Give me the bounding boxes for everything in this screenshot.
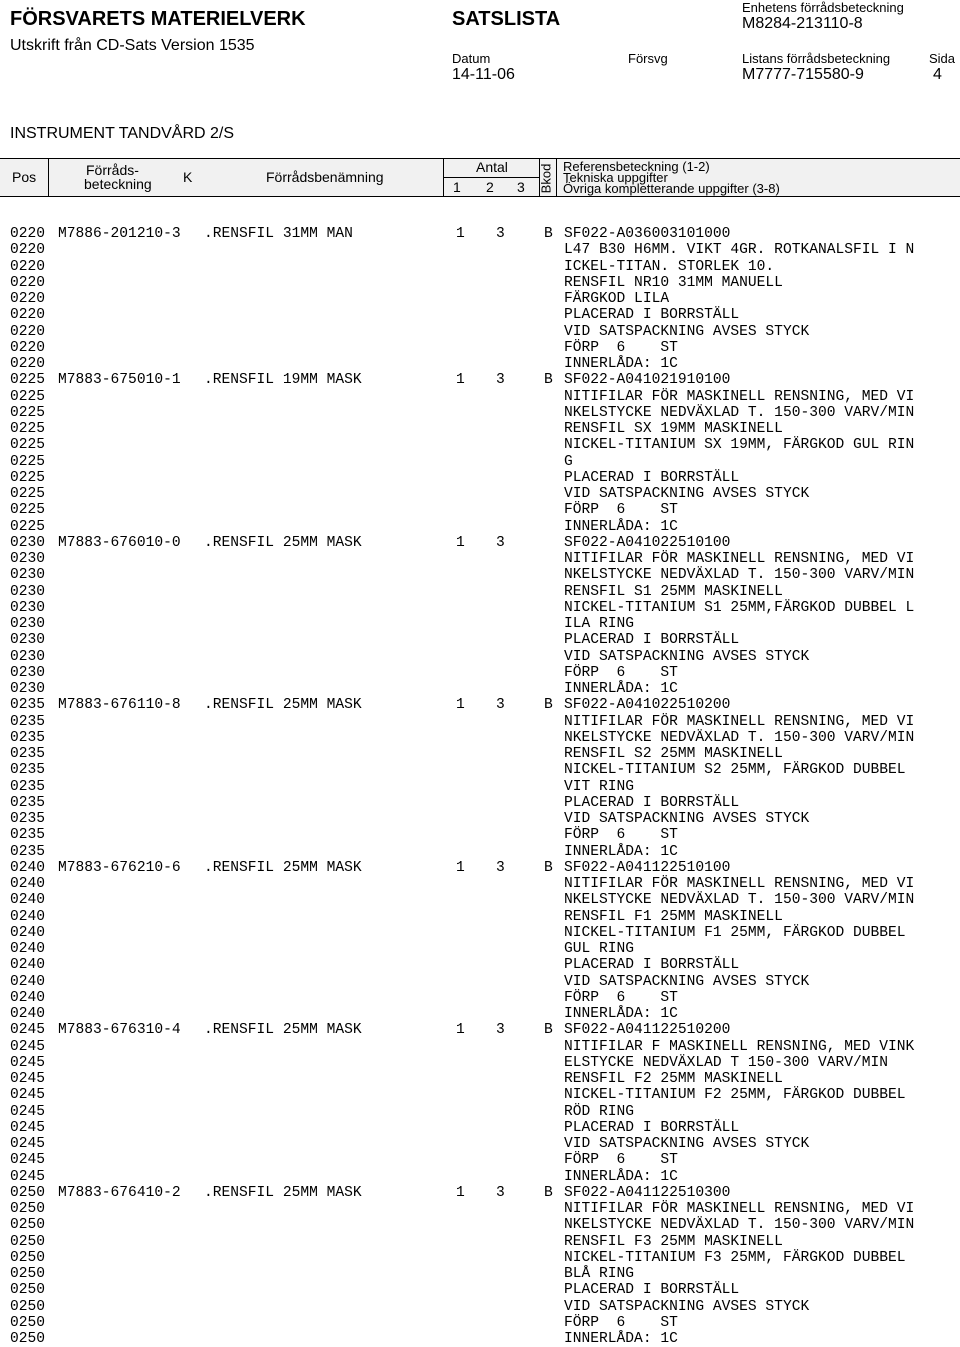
- row-pos: 0220: [10, 274, 46, 291]
- row-reference: INNERLÅDA: 1C: [564, 518, 678, 535]
- row-qty-1: 1: [456, 1022, 465, 1039]
- row-reference: NITIFILAR F MASKINELL RENSNING, MED VINK: [564, 1038, 915, 1055]
- row-pos: 0235: [10, 843, 46, 860]
- list-item: [0, 437, 960, 453]
- row-reference: PLACERAD I BORRSTÄLL: [564, 469, 740, 486]
- row-reference: PLACERAD I BORRSTÄLL: [564, 632, 740, 649]
- row-pos: 0250: [10, 1201, 46, 1217]
- row-reference: INNERLÅDA: 1C: [564, 1331, 678, 1347]
- row-pos: 0230: [10, 681, 46, 697]
- row-qty-3: 3: [496, 859, 505, 876]
- row-reference: NITIFILAR FÖR MASKINELL RENSNING, MED VI: [564, 876, 915, 892]
- row-bkod: B: [544, 372, 553, 389]
- forsvg-label: Försvg: [628, 51, 668, 66]
- row-designation: M7883-676010-0: [58, 534, 181, 551]
- row-qty-3: 3: [496, 697, 505, 714]
- list-item: [0, 1250, 960, 1266]
- list-item: [0, 827, 960, 843]
- row-reference: NKELSTYCKE NEDVÄXLAD T. 150-300 VARV/MIN: [564, 1217, 915, 1234]
- row-qty-1: 1: [456, 697, 465, 714]
- row-qty-1: 1: [456, 534, 465, 551]
- row-bkod: B: [544, 859, 553, 876]
- row-pos: 0245: [10, 1152, 46, 1169]
- row-pos: 0225: [10, 404, 46, 421]
- unit-designation-value: M8284-213110-8: [742, 15, 863, 32]
- row-designation: M7883-676310-4: [58, 1022, 181, 1039]
- row-pos: 0240: [10, 924, 46, 941]
- row-designation: M7883-675010-1: [58, 372, 181, 389]
- col-ref-3: Övriga kompletterande uppgifter (3-8): [563, 181, 780, 196]
- list-item: [0, 616, 960, 632]
- row-reference: FÖRP 6 ST: [564, 502, 678, 519]
- row-reference: VID SATSPACKNING AVSES STYCK: [564, 486, 810, 502]
- row-qty-3: 3: [496, 226, 505, 242]
- row-pos: 0250: [10, 1282, 46, 1299]
- divider: [48, 159, 49, 196]
- row-qty-1: 1: [456, 859, 465, 876]
- row-pos: 0245: [10, 1022, 46, 1039]
- row-reference: RENSFIL F2 25MM MASKINELL: [564, 1071, 783, 1087]
- row-reference: FÖRP 6 ST: [564, 989, 678, 1006]
- row-pos: 0230: [10, 648, 46, 665]
- row-reference: INNERLÅDA: 1C: [564, 1006, 678, 1022]
- list-item: [0, 1152, 960, 1168]
- row-reference: NICKEL-TITANIUM F3 25MM, FÄRGKOD DUBBEL: [564, 1249, 906, 1266]
- list-item: [0, 1282, 960, 1298]
- row-pos: 0240: [10, 876, 46, 892]
- row-pos: 0240: [10, 908, 46, 925]
- row-pos: 0240: [10, 941, 46, 957]
- page-number: 4: [933, 66, 942, 83]
- row-reference: PLACERAD I BORRSTÄLL: [564, 794, 740, 811]
- col-qty-1: 1: [453, 179, 461, 195]
- list-item: [0, 1006, 960, 1022]
- row-name: .RENSFIL 31MM MAN: [204, 226, 353, 242]
- row-qty-1: 1: [456, 1184, 465, 1201]
- row-reference: ILA RING: [564, 616, 635, 632]
- list-item: [0, 600, 960, 616]
- row-name: .RENSFIL 25MM MASK: [204, 859, 362, 876]
- row-pos: 0230: [10, 664, 46, 681]
- row-reference: NKELSTYCKE NEDVÄXLAD T. 150-300 VARV/MIN: [564, 729, 915, 746]
- list-item: [0, 519, 960, 535]
- row-reference: INNERLÅDA: 1C: [564, 1168, 678, 1185]
- printout-info: Utskrift från CD-Sats Version 1535: [10, 37, 255, 54]
- list-item: [0, 876, 960, 892]
- row-reference: SF022-A041122510200: [564, 1022, 731, 1039]
- row-reference: FÖRP 6 ST: [564, 827, 678, 844]
- row-pos: 0225: [10, 502, 46, 519]
- list-item: [0, 1266, 960, 1282]
- row-pos: 0250: [10, 1217, 46, 1234]
- unit-designation-label: Enhetens förrådsbeteckning: [742, 0, 904, 15]
- row-reference: RENSFIL S2 25MM MASKINELL: [564, 746, 783, 762]
- row-reference: NICKEL-TITANIUM F2 25MM, FÄRGKOD DUBBEL: [564, 1087, 906, 1104]
- list-item: [0, 665, 960, 681]
- row-pos: 0220: [10, 291, 46, 307]
- row-pos: 0235: [10, 762, 46, 779]
- list-item: [0, 632, 960, 648]
- row-pos: 0240: [10, 892, 46, 909]
- list-item: [0, 1039, 960, 1055]
- list-item: [0, 1120, 960, 1136]
- row-reference: INNERLÅDA: 1C: [564, 843, 678, 860]
- list-item: [0, 567, 960, 583]
- document-title: SATSLISTA: [452, 8, 561, 30]
- list-item: [0, 860, 960, 876]
- row-reference: G: [564, 453, 573, 470]
- row-pos: 0245: [10, 1038, 46, 1055]
- col-ref-1: Referensbeteckning (1-2): [563, 159, 710, 174]
- list-item: [0, 697, 960, 713]
- row-reference: VIT RING: [564, 778, 635, 795]
- row-name: .RENSFIL 25MM MASK: [204, 534, 362, 551]
- row-pos: 0225: [10, 437, 46, 454]
- list-item: [0, 1234, 960, 1250]
- page-label: Sida: [929, 51, 956, 66]
- row-reference: NITIFILAR FÖR MASKINELL RENSNING, MED VI: [564, 551, 915, 567]
- list-item: [0, 405, 960, 421]
- row-pos: 0240: [10, 989, 46, 1006]
- row-pos: 0245: [10, 1119, 46, 1136]
- row-pos: 0245: [10, 1136, 46, 1152]
- row-pos: 0230: [10, 583, 46, 600]
- row-reference: VID SATSPACKNING AVSES STYCK: [564, 1136, 810, 1152]
- row-reference: VID SATSPACKNING AVSES STYCK: [564, 648, 810, 665]
- row-reference: NITIFILAR FÖR MASKINELL RENSNING, MED VI: [564, 1201, 915, 1217]
- row-reference: SF022-A041122510300: [564, 1184, 731, 1201]
- row-reference: VID SATSPACKNING AVSES STYCK: [564, 323, 810, 340]
- row-pos: 0250: [10, 1298, 46, 1315]
- row-bkod: B: [544, 226, 553, 242]
- row-reference: RENSFIL F1 25MM MASKINELL: [564, 908, 783, 925]
- list-item: [0, 1299, 960, 1315]
- list-item: [0, 941, 960, 957]
- row-pos: 0220: [10, 323, 46, 340]
- row-reference: NICKEL-TITANIUM SX 19MM, FÄRGKOD GUL RIN: [564, 437, 915, 454]
- row-qty-3: 3: [496, 1184, 505, 1201]
- list-item: [0, 974, 960, 990]
- row-pos: 0250: [10, 1331, 46, 1347]
- row-pos: 0235: [10, 697, 46, 714]
- row-reference: VID SATSPACKNING AVSES STYCK: [564, 973, 810, 990]
- row-reference: INNERLÅDA: 1C: [564, 356, 678, 372]
- row-reference: SF022-A041022510200: [564, 697, 731, 714]
- col-k: K: [183, 169, 193, 185]
- row-pos: 0220: [10, 339, 46, 356]
- row-designation: M7883-676410-2: [58, 1184, 181, 1201]
- column-header: [0, 158, 960, 197]
- row-pos: 0235: [10, 794, 46, 811]
- row-reference: ELSTYCKE NEDVÄXLAD T 150-300 VARV/MIN: [564, 1054, 889, 1071]
- row-reference: RENSFIL SX 19MM MASKINELL: [564, 421, 783, 437]
- col-pos: Pos: [12, 169, 37, 185]
- list-item: [0, 584, 960, 600]
- row-reference: FÄRGKOD LILA: [564, 291, 670, 307]
- list-item: [0, 649, 960, 665]
- list-item: [0, 307, 960, 323]
- row-bkod: B: [544, 1022, 553, 1039]
- row-pos: 0230: [10, 599, 46, 616]
- list-item: [0, 1087, 960, 1103]
- row-pos: 0250: [10, 1233, 46, 1250]
- row-reference: SF022-A041122510100: [564, 859, 731, 876]
- row-reference: PLACERAD I BORRSTÄLL: [564, 307, 740, 324]
- row-pos: 0250: [10, 1249, 46, 1266]
- col-antal: Antal: [476, 159, 508, 175]
- row-reference: SF022-A036003101000: [564, 226, 731, 242]
- col-qty-2: 2: [486, 179, 494, 195]
- row-reference: FÖRP 6 ST: [564, 664, 678, 681]
- row-pos: 0245: [10, 1054, 46, 1071]
- list-item: [0, 892, 960, 908]
- row-pos: 0240: [10, 1006, 46, 1022]
- row-reference: NITIFILAR FÖR MASKINELL RENSNING, MED VI: [564, 388, 915, 405]
- row-pos: 0240: [10, 973, 46, 990]
- list-item: [0, 502, 960, 518]
- row-pos: 0235: [10, 827, 46, 844]
- row-pos: 0250: [10, 1184, 46, 1201]
- row-pos: 0225: [10, 486, 46, 502]
- row-qty-3: 3: [496, 1022, 505, 1039]
- row-name: .RENSFIL 25MM MASK: [204, 1184, 362, 1201]
- row-pos: 0220: [10, 242, 46, 259]
- list-item: [0, 259, 960, 275]
- list-item: [0, 746, 960, 762]
- list-item: [0, 454, 960, 470]
- list-item: [0, 242, 960, 258]
- row-pos: 0245: [10, 1103, 46, 1120]
- date-value: 14-11-06: [452, 66, 515, 83]
- col-forrads-2: beteckning: [84, 176, 152, 192]
- list-item: [0, 811, 960, 827]
- list-item: [0, 1136, 960, 1152]
- row-reference: VID SATSPACKNING AVSES STYCK: [564, 811, 810, 827]
- list-item: [0, 681, 960, 697]
- row-qty-1: 1: [456, 372, 465, 389]
- row-reference: RENSFIL S1 25MM MASKINELL: [564, 583, 783, 600]
- list-item: [0, 340, 960, 356]
- list-item: [0, 1022, 960, 1038]
- row-reference: PLACERAD I BORRSTÄLL: [564, 1119, 740, 1136]
- row-reference: VID SATSPACKNING AVSES STYCK: [564, 1298, 810, 1315]
- row-bkod: B: [544, 697, 553, 714]
- list-item: [0, 470, 960, 486]
- col-qty-3: 3: [517, 179, 525, 195]
- row-reference: PLACERAD I BORRSTÄLL: [564, 957, 740, 974]
- list-item: [0, 909, 960, 925]
- list-item: [0, 535, 960, 551]
- list-item: [0, 1055, 960, 1071]
- list-item: [0, 779, 960, 795]
- list-item: [0, 389, 960, 405]
- row-pos: 0225: [10, 388, 46, 405]
- row-reference: RENSFIL F3 25MM MASKINELL: [564, 1233, 783, 1250]
- row-pos: 0220: [10, 307, 46, 324]
- row-pos: 0230: [10, 534, 46, 551]
- list-item: [0, 1315, 960, 1331]
- row-name: .RENSFIL 25MM MASK: [204, 1022, 362, 1039]
- row-name: .RENSFIL 19MM MASK: [204, 372, 362, 389]
- list-item: [0, 1104, 960, 1120]
- row-reference: NICKEL-TITANIUM S1 25MM,FÄRGKOD DUBBEL L: [564, 599, 915, 616]
- list-item: [0, 1071, 960, 1087]
- row-reference: SF022-A041021910100: [564, 372, 731, 389]
- row-reference: NITIFILAR FÖR MASKINELL RENSNING, MED VI: [564, 713, 915, 730]
- row-reference: RÖD RING: [564, 1103, 635, 1120]
- row-reference: NKELSTYCKE NEDVÄXLAD T. 150-300 VARV/MIN: [564, 404, 915, 421]
- row-reference: BLÅ RING: [564, 1266, 635, 1282]
- row-reference: NKELSTYCKE NEDVÄXLAD T. 150-300 VARV/MIN: [564, 567, 915, 584]
- list-item: [0, 990, 960, 1006]
- list-item: [0, 1169, 960, 1185]
- list-item: [0, 762, 960, 778]
- list-item: [0, 551, 960, 567]
- list-item: [0, 324, 960, 340]
- item-list: [0, 226, 960, 1347]
- row-reference: NICKEL-TITANIUM F1 25MM, FÄRGKOD DUBBEL: [564, 924, 906, 941]
- list-item: [0, 795, 960, 811]
- row-reference: NKELSTYCKE NEDVÄXLAD T. 150-300 VARV/MIN: [564, 892, 915, 909]
- row-reference: ICKEL-TITAN. STORLEK 10.: [564, 258, 775, 275]
- row-pos: 0225: [10, 421, 46, 437]
- row-pos: 0235: [10, 729, 46, 746]
- list-item: [0, 714, 960, 730]
- row-pos: 0220: [10, 258, 46, 275]
- row-qty-1: 1: [456, 226, 465, 242]
- col-benamning: Förrådsbenämning: [266, 169, 384, 185]
- row-reference: FÖRP 6 ST: [564, 339, 678, 356]
- list-item: [0, 421, 960, 437]
- list-item: [0, 275, 960, 291]
- list-item: [0, 1331, 960, 1347]
- org-name: FÖRSVARETS MATERIELVERK: [10, 8, 306, 30]
- row-pos: 0245: [10, 1168, 46, 1185]
- row-pos: 0225: [10, 518, 46, 535]
- divider: [556, 159, 557, 196]
- col-bkod: Bkod: [538, 163, 554, 194]
- row-reference: RENSFIL NR10 31MM MANUELL: [564, 274, 783, 291]
- col-ref-2: Tekniska uppgifter: [563, 170, 668, 185]
- list-item: [0, 486, 960, 502]
- list-designation-value: M7777-715580-9: [742, 66, 864, 83]
- row-pos: 0235: [10, 713, 46, 730]
- row-pos: 0220: [10, 356, 46, 372]
- row-pos: 0220: [10, 226, 46, 242]
- row-bkod: B: [544, 1184, 553, 1201]
- row-pos: 0225: [10, 453, 46, 470]
- date-label: Datum: [452, 51, 491, 66]
- section-title: INSTRUMENT TANDVÅRD 2/S: [10, 125, 235, 142]
- row-name: .RENSFIL 25MM MASK: [204, 697, 362, 714]
- list-item: [0, 226, 960, 242]
- row-reference: FÖRP 6 ST: [564, 1152, 678, 1169]
- row-qty-3: 3: [496, 372, 505, 389]
- row-pos: 0235: [10, 746, 46, 762]
- list-item: [0, 1185, 960, 1201]
- row-pos: 0230: [10, 551, 46, 567]
- row-designation: M7883-676110-8: [58, 697, 181, 714]
- list-item: [0, 957, 960, 973]
- list-item: [0, 730, 960, 746]
- row-pos: 0235: [10, 811, 46, 827]
- row-pos: 0225: [10, 469, 46, 486]
- row-pos: 0245: [10, 1071, 46, 1087]
- row-designation: M7883-676210-6: [58, 859, 181, 876]
- row-pos: 0230: [10, 567, 46, 584]
- row-reference: L47 B30 H6MM. VIKT 4GR. ROTKANALSFIL I N: [564, 242, 915, 259]
- list-item: [0, 291, 960, 307]
- row-pos: 0250: [10, 1314, 46, 1331]
- row-reference: GUL RING: [564, 941, 635, 957]
- list-item: [0, 1201, 960, 1217]
- list-item: [0, 372, 960, 388]
- row-pos: 0225: [10, 372, 46, 389]
- row-pos: 0240: [10, 957, 46, 974]
- row-pos: 0250: [10, 1266, 46, 1282]
- col-forrads-1: Förråds-: [86, 162, 139, 178]
- row-qty-3: 3: [496, 534, 505, 551]
- row-pos: 0235: [10, 778, 46, 795]
- list-item: [0, 844, 960, 860]
- row-reference: PLACERAD I BORRSTÄLL: [564, 1282, 740, 1299]
- row-reference: SF022-A041022510100: [564, 534, 731, 551]
- row-reference: FÖRP 6 ST: [564, 1314, 678, 1331]
- list-designation-label: Listans förrådsbeteckning: [742, 51, 891, 66]
- row-pos: 0230: [10, 616, 46, 632]
- row-pos: 0230: [10, 632, 46, 649]
- row-reference: INNERLÅDA: 1C: [564, 681, 678, 697]
- list-item: [0, 1217, 960, 1233]
- list-item: [0, 356, 960, 372]
- divider: [443, 177, 539, 178]
- row-pos: 0240: [10, 859, 46, 876]
- row-pos: 0245: [10, 1087, 46, 1104]
- row-reference: NICKEL-TITANIUM S2 25MM, FÄRGKOD DUBBEL: [564, 762, 906, 779]
- list-item: [0, 925, 960, 941]
- row-designation: M7886-201210-3: [58, 226, 181, 242]
